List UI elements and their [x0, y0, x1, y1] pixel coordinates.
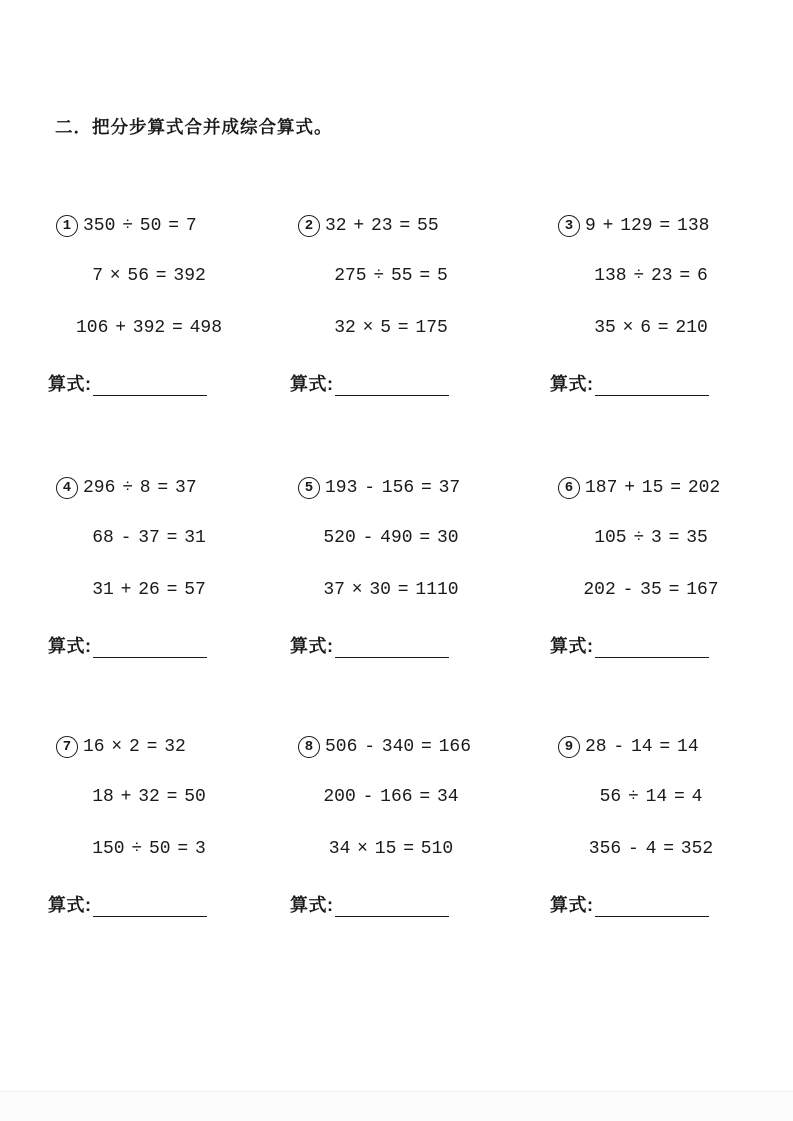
- answer-label: 算式:: [550, 374, 594, 394]
- equation-line: 150 ÷ 50 = 3: [92, 839, 206, 859]
- answer-blank: [595, 376, 709, 396]
- answer-label: 算式:: [48, 895, 92, 915]
- problem-3: [550, 214, 724, 476]
- equation-line: 7 × 56 = 392: [92, 266, 206, 286]
- problem-9: [550, 735, 724, 917]
- problem-number-badge: 7: [56, 736, 78, 758]
- equation-line: 16 × 2 = 32: [83, 737, 186, 757]
- answer-row: [48, 891, 222, 917]
- equation-line: 200 - 166 = 34: [323, 787, 459, 807]
- answer-label: 算式:: [48, 374, 92, 394]
- answer-row: [550, 891, 724, 917]
- equation-line: 202 - 35 = 167: [583, 580, 719, 600]
- answer-label: 算式:: [290, 374, 334, 394]
- problem-1: [48, 214, 222, 476]
- answer-row: [290, 632, 464, 658]
- equation-row: [290, 735, 472, 759]
- problem-2: [290, 214, 464, 476]
- answer-blank: [93, 376, 207, 396]
- answer-blank: [93, 638, 207, 658]
- equation-line: 356 - 4 = 352: [588, 839, 714, 859]
- equation-line: 37 × 30 = 1110: [323, 580, 459, 600]
- problems-grid: [48, 214, 774, 917]
- problem-4: [48, 476, 222, 735]
- equation-line: 34 × 15 = 510: [328, 839, 454, 859]
- answer-row: [48, 370, 222, 396]
- page-bottom-edge: [0, 1091, 793, 1121]
- answer-blank: [335, 638, 449, 658]
- equation-line: 68 - 37 = 31: [92, 528, 206, 548]
- equation-line: 28 - 14 = 14: [585, 737, 699, 757]
- equation-row: [550, 214, 724, 238]
- problem-number-badge: 5: [298, 477, 320, 499]
- problem-number-badge: 8: [298, 736, 320, 758]
- equation-row: [48, 735, 222, 759]
- equation-line: 56 ÷ 14 = 4: [599, 787, 703, 807]
- answer-row: [290, 370, 464, 396]
- equation-line: 275 ÷ 55 = 5: [334, 266, 448, 286]
- equation-line: 138 ÷ 23 = 6: [594, 266, 708, 286]
- answer-blank: [335, 897, 449, 917]
- answer-label: 算式:: [550, 895, 594, 915]
- problem-8: [290, 735, 472, 917]
- equation-row: [550, 476, 724, 500]
- equation-line: 35 × 6 = 210: [594, 318, 708, 338]
- equation-line: 18 + 32 = 50: [92, 787, 206, 807]
- equation-line: 193 - 156 = 37: [325, 478, 461, 498]
- problem-number-badge: 4: [56, 477, 78, 499]
- equation-row: [290, 214, 464, 238]
- problem-number-badge: 6: [558, 477, 580, 499]
- problem-7: [48, 735, 222, 917]
- answer-label: 算式:: [290, 636, 334, 656]
- answer-row: [550, 370, 724, 396]
- answer-row: [550, 632, 724, 658]
- answer-label: 算式:: [48, 636, 92, 656]
- problem-number-badge: 1: [56, 215, 78, 237]
- equation-line: 187 + 15 = 202: [585, 478, 721, 498]
- equation-row: [550, 735, 724, 759]
- answer-blank: [595, 638, 709, 658]
- answer-label: 算式:: [290, 895, 334, 915]
- equation-line: 296 ÷ 8 = 37: [83, 478, 197, 498]
- problem-5: [290, 476, 464, 735]
- answer-row: [290, 891, 464, 917]
- answer-blank: [335, 376, 449, 396]
- answer-blank: [93, 897, 207, 917]
- answer-row: [48, 632, 222, 658]
- equation-line: 32 × 5 = 175: [334, 318, 448, 338]
- equation-line: 32 + 23 = 55: [325, 216, 439, 236]
- equation-line: 105 ÷ 3 = 35: [594, 528, 708, 548]
- equation-line: 520 - 490 = 30: [323, 528, 459, 548]
- equation-line: 106 + 392 = 498: [76, 318, 223, 338]
- answer-blank: [595, 897, 709, 917]
- problem-number-badge: 3: [558, 215, 580, 237]
- answer-label: 算式:: [550, 636, 594, 656]
- section-title: 二．把分步算式合并成综合算式。: [55, 117, 333, 137]
- equation-row: [290, 476, 464, 500]
- equation-line: 31 + 26 = 57: [92, 580, 206, 600]
- equation-line: 350 ÷ 50 = 7: [83, 216, 197, 236]
- equation-row: [48, 214, 222, 238]
- problem-number-badge: 2: [298, 215, 320, 237]
- equation-line: 506 - 340 = 166: [325, 737, 472, 757]
- equation-line: 9 + 129 = 138: [585, 216, 710, 236]
- equation-row: [48, 476, 222, 500]
- problem-6: [550, 476, 724, 735]
- problem-number-badge: 9: [558, 736, 580, 758]
